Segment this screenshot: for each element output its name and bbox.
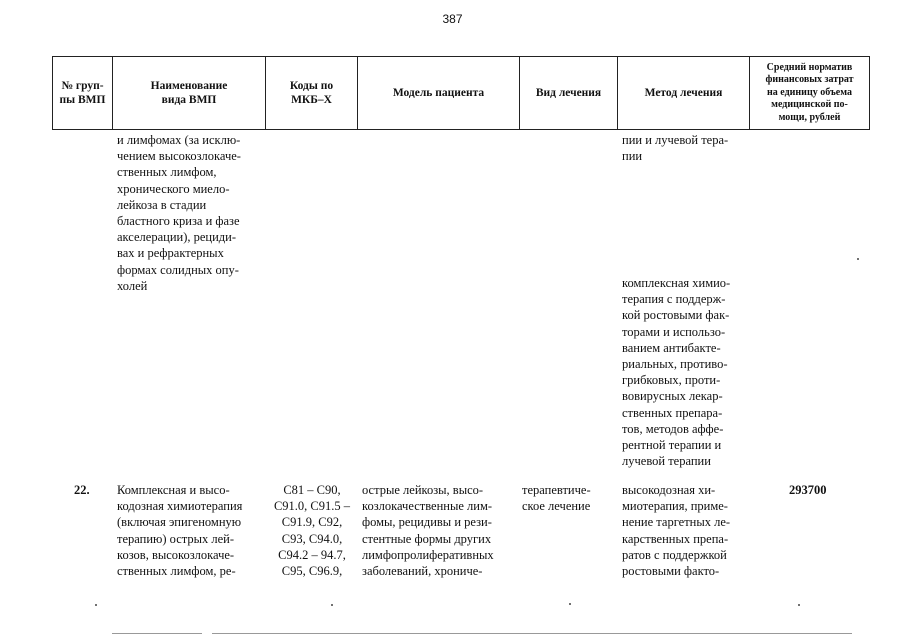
scan-speck	[857, 258, 859, 260]
header-patient-model: Модель пациента	[358, 57, 520, 130]
header-vmp-name: Наименование вида ВМП	[113, 57, 266, 130]
row-22-treatment-type: терапевтиче- ское лечение	[522, 483, 591, 514]
header-treatment-type: Вид лечения	[520, 57, 618, 130]
continued-method-text: пии и лучевой тера- пии	[622, 133, 729, 164]
header-group-number: № груп- пы ВМП	[53, 57, 113, 130]
row-22-cost: 293700	[789, 483, 827, 497]
scan-speck	[331, 604, 333, 606]
bottom-edge-artifact	[212, 633, 852, 634]
scan-speck	[95, 604, 97, 606]
scan-speck	[798, 604, 800, 606]
row-22-vmp-name: Комплексная и высо- кодозная химиотерапия (включая эпигеномную терапию) острых лей- козов, высокозлокаче- ственных лимфом, ре-	[117, 483, 243, 579]
page-number: 387	[442, 12, 463, 26]
method-complex-chemotherapy: комплексная химио- терапия с поддерж- кой ростовыми фак- торами и использо- ванием антибакте- риальных, противо- грибковых, проти- вовирусных лекар- ственных препара- тов, методов аффе- рентной терапии и лучевой терапии	[622, 276, 731, 469]
header-treatment-method: Метод лечения	[618, 57, 750, 130]
row-22-patient-model: острые лейкозы, высо- козлокачественные лим- фомы, рецидивы и рези- стентные формы других лимфопролиферативных заболеваний, хрониче-	[362, 483, 494, 579]
row-22-treatment-method: высокодозная хи- миотерапия, приме- нение таргетных ле- карственных препа- ратов с поддержкой ростовыми факто-	[622, 483, 731, 579]
table-header	[52, 56, 870, 130]
header-cost-standard: Средний норматив финансовых затрат на единицу объема медицинской по- мощи, рублей	[750, 57, 870, 130]
header-icd-codes: Коды по МКБ–Х	[266, 57, 358, 130]
bottom-edge-artifact	[112, 633, 202, 634]
scan-speck	[569, 603, 571, 605]
row-22-icd-codes: C81 – C90, C91.0, C91.5 – C91.9, C92, C93, C94.0, C94.2 – 94.7, C95, C96.9,	[273, 483, 351, 579]
continued-vmp-name: и лимфомах (за исклю- чением высокозлокаче- ственных лимфом, хронического миело- лейкоза в стадии бластного криза и фазе акселерации), рециди- вах и рефрактерных формах солидных опу- холей	[117, 133, 241, 293]
row-22-group-number: 22.	[74, 483, 90, 497]
